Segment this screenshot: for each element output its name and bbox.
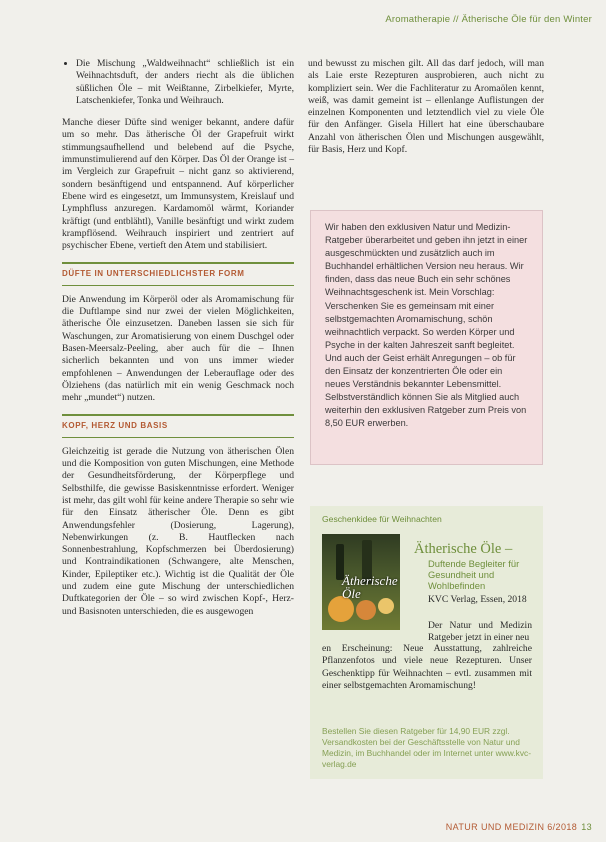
page-footer	[446, 822, 592, 832]
order-info: Bestellen Sie diesen Ratgeber für 14,90 EUR zzgl. Versandkosten bei der Geschäftsstelle von Natur und Medizin, im Buchhandel oder im Internet unter www.kvc-verlag.de	[322, 726, 531, 769]
section-heading: KOPF, HERZ UND BASIS	[62, 414, 294, 432]
page-number: 13	[581, 822, 592, 832]
book-description: en Erscheinung: Neue Ausstattung, zahlreiche Pflanzenfotos und viele neue Rezepturen. Unser Geschenktipp für Weihnachten – evtl. zusammen mit einer selbstgemachten Aromamischung!	[322, 643, 532, 691]
cover-title: Ätherische Öle	[342, 573, 398, 601]
right-column	[308, 58, 544, 166]
lemon-shape	[378, 598, 394, 614]
page-header: Aromatherapie // Ätherische Öle für den Winter	[385, 14, 592, 25]
tip-label: Geschenkidee für Weihnachten	[322, 514, 442, 524]
left-column	[62, 58, 294, 628]
info-box: Wir haben den exklusiven Natur und Medizin-Ratgeber überarbeitet und geben ihn jetzt in einer ausgeschmückten und zusätzlich auch im Buchhandel erhältlichen Version neu heraus. Wir finden, dass das neue Buch ein sehr schönes Weihnachtsgeschenk ist. Mein Vorschlag: Verschenken Sie es gemeinsam mit einer selbstgemachten Aromamischung, schön weihnachtlich verpackt. So werden Körper und Psyche in der kalten Jahreszeit sanft begleitet. Und auch der Geist erhält Anregungen – ob für den Einsatz der konzentrierten Öle oder ein neues Verständnis bekannter Lebensmittel. Selbstverständlich können Sie als Mitglied auch weiterhin den exklusiven Ratgeber zum Preis von 8,50 EUR erwerben.	[310, 210, 543, 465]
paragraph: Manche dieser Düfte sind weniger bekannt, andere dafür um so mehr. Das ätherische Öl der Grapefruit wirkt stimmungsaufhellend und belebend auf die Psyche, immunstimulierend auf den Körper. Das Öl der Orange ist – im Vergleich zur Grapefruit – nicht ganz so aktivierend, sondern besänftigend und entspannend. Auf körperlicher Ebene wird es eingesetzt, um Immunsystem, Kreislauf und Lymphfluss anzuregen. Kardamomöl wärmt, Koriander kräftigt (und entblähtl), Vanille besänftigt und wirkt zudem krampflösend. Weihrauch inspiriert und zentriert auf psychischer Ebene, vertieft den Atem und stabilisiert.	[62, 117, 294, 252]
list-item: • Die Mischung „Waldweihnacht“ schließlich ist ein Weihnachtsduft, der anders riecht als die üblichen süßlichen Öle – mit Weißtanne, Zirbelkiefer, Myrte, Latschenkiefer, Tonka und Weihrauch.	[76, 58, 294, 107]
divider	[62, 285, 294, 286]
book-subtitle: Duftende Begleiter für Gesundheit und Wohlbefinden	[428, 558, 520, 591]
magazine-name: NATUR UND MEDIZIN 6/2018	[445, 822, 578, 832]
book-cover-image	[322, 534, 400, 630]
divider	[62, 437, 294, 438]
book-publisher: KVC Verlag, Essen, 2018	[428, 594, 527, 605]
section-heading: DÜFTE IN UNTERSCHIEDLICHSTER FORM	[62, 262, 294, 280]
orange-shape	[356, 600, 376, 620]
paragraph: Die Anwendung im Körperöl oder als Aromamischung für die Duftlampe sind nur zwei der vielen Möglichkeiten, ätherische Öle einzusetzen. Daneben lassen sie sich für Waschungen, zur Aromatisierung von einem Duschgel oder Basen-Meersalz-Peeling, aber auch für die – Ihnen sicherlich bekannten und von uns immer wieder empfohlenen – Anwendungen der Leberauflage oder des Ölziehens (das natürlich mit ein wenig Geschmack noch mehr „mundet“) nutzen.	[62, 293, 294, 404]
bullet-list	[62, 58, 294, 107]
gift-tip-box	[310, 506, 543, 779]
paragraph: und bewusst zu mischen gilt. All das darf jedoch, will man als Laie erste Rezepturen ausprobieren, auch nicht zu kompliziert sein. Wer die Fachliteratur zu Aromaölen kennt, weiß, was damit gemeint ist – ellenlange Auflistungen der einzelnen Komponenten und letztendlich viel zu viele Öle für den Anfänger. Gisela Hillert hat eine überschaubare Anzahl von ätherischen Ölen und Mischungen ausgewählt, für Basis, Herz und Kopf.	[308, 58, 544, 156]
paragraph: Gleichzeitig ist gerade die Nutzung von ätherischen Ölen und die Komposition von guten Mischungen, eine Methode der Gesundheitsförderung, der Körperpflege und Selbsthilfe, die gewisse Basiskenntnisse erfordert. Weniger ist mehr, das gilt wohl für keine andere Therapie so sehr wie für den Einsatz ätherischer Öle. Denn es gibt Anwendungsfehler (Dosierung, Lagerung), Nebenwirkungen (z. B. Hautflecken nach Sonnenbestrahlung, Kopfschmerzen bei Überdosierung) und Kontraindikationen (Schwangere, alte Menschen, Kinder, Epileptiker etc.). Wichtig ist die Qualität der Öle und zudem eine gute Mischung der unterschiedlichen Duftkategorien der Öle – so wird zwischen Kopf-, Herz- und Basisnoten unterschieden, die es ausgewogen	[62, 445, 294, 617]
book-title: Ätherische Öle –	[414, 541, 513, 557]
book-description: Der Natur und Medizin Ratgeber jetzt in einer neu	[428, 620, 532, 644]
